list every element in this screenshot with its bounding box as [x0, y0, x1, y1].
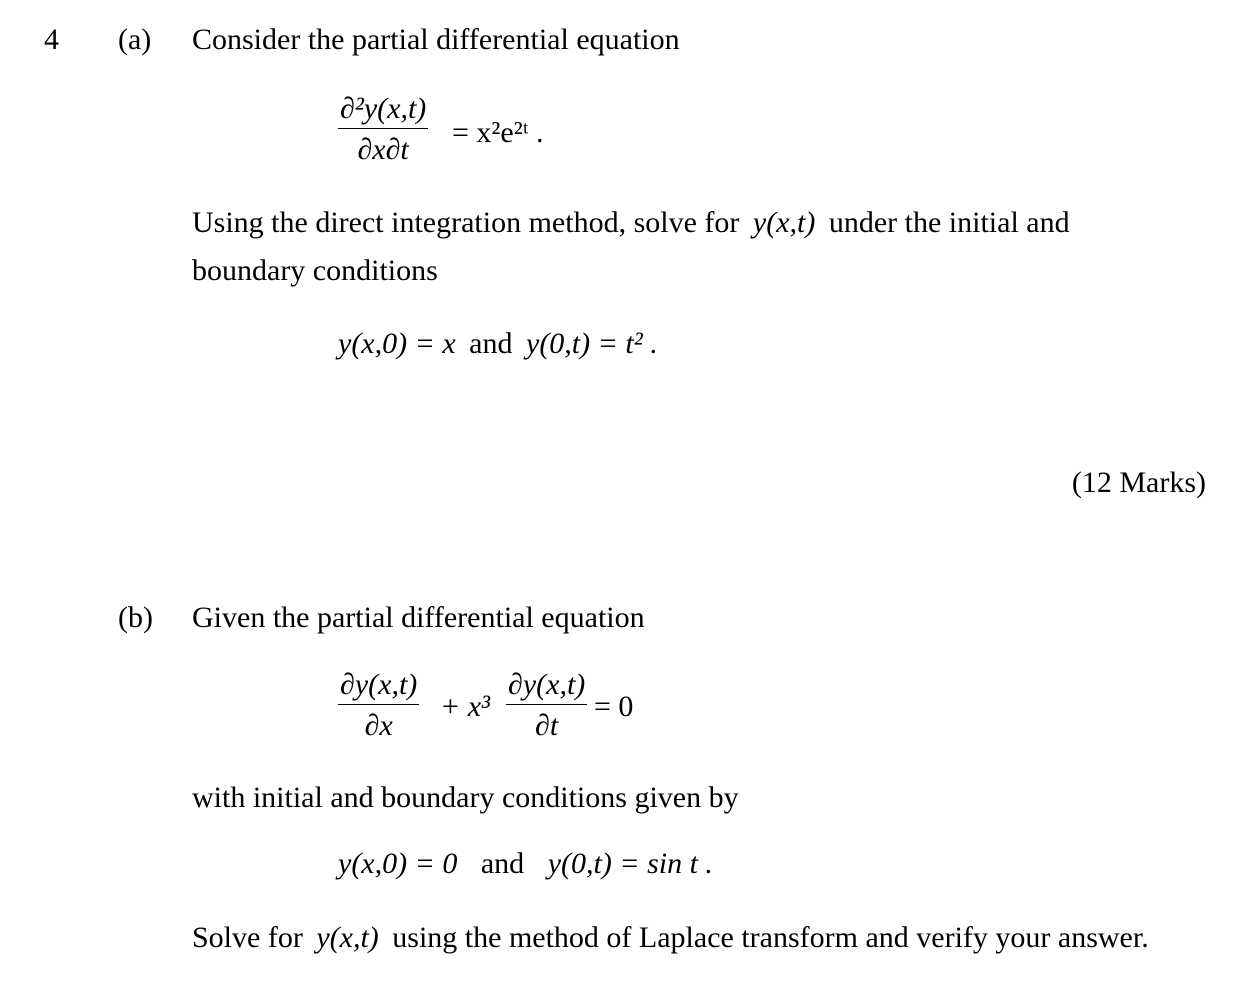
part-a-instruction-fn: y(x,t): [752, 206, 816, 239]
part-b-term2-denominator: ∂t: [535, 709, 559, 742]
part-b-term2-numerator: ∂y(x,t): [508, 668, 586, 701]
part-b-condition-2: y(0,t) = sin t .: [547, 847, 713, 880]
part-b-conditions-intro: with initial and boundary conditions given by: [192, 781, 739, 814]
part-a-condition-2: y(0,t) = t² .: [526, 327, 658, 360]
part-b-condition-joiner: and: [480, 847, 525, 880]
part-b-condition-1: y(x,0) = 0: [338, 847, 458, 880]
part-b-instruction-fn: y(x,t): [316, 921, 379, 954]
part-b-intro: Given the partial differential equation: [192, 601, 645, 634]
part-a-pde-rhs: = x²e²ᵗ .: [452, 116, 544, 149]
part-a-instruction-post: under the initial and: [828, 206, 1070, 239]
part-a-marks: (12 Marks): [1071, 466, 1206, 499]
part-a-pde-fraction: [338, 92, 428, 167]
part-a-conditions: [338, 326, 658, 362]
fraction-bar: [338, 128, 428, 129]
question-number: 4: [44, 23, 59, 56]
part-a-condition-joiner: and: [469, 327, 513, 360]
part-b-pde-rhs: = 0: [594, 690, 634, 723]
part-b-pde-term1: [338, 668, 419, 743]
part-a-condition-1: y(x,0) = x: [338, 327, 456, 360]
part-b-instruction: [192, 920, 1149, 956]
fraction-bar: [506, 704, 587, 705]
part-b-instruction-pre: Solve for: [192, 921, 303, 954]
part-b-label: (b): [118, 601, 153, 634]
part-b-term1-numerator: ∂y(x,t): [340, 668, 418, 701]
fraction-bar: [338, 704, 419, 705]
part-a-instruction-pre: Using the direct integration method, solve for: [192, 206, 740, 239]
part-a-instruction-line1: [192, 205, 1070, 241]
part-b-instruction-post: using the method of Laplace transform and verify your answer.: [392, 921, 1149, 954]
part-a-pde-numerator: ∂²y(x,t): [340, 92, 427, 125]
part-a-intro: Consider the partial differential equation: [192, 23, 680, 56]
part-b-conditions: [338, 846, 713, 882]
part-b-pde-plus-term: + x³: [440, 690, 491, 723]
part-a-pde-denominator: ∂x∂t: [357, 133, 409, 166]
part-a-instruction-line2: boundary conditions: [192, 254, 438, 287]
part-a-label: (a): [118, 23, 152, 56]
part-b-pde-term2: [506, 668, 587, 743]
part-b-term1-denominator: ∂x: [364, 709, 393, 742]
